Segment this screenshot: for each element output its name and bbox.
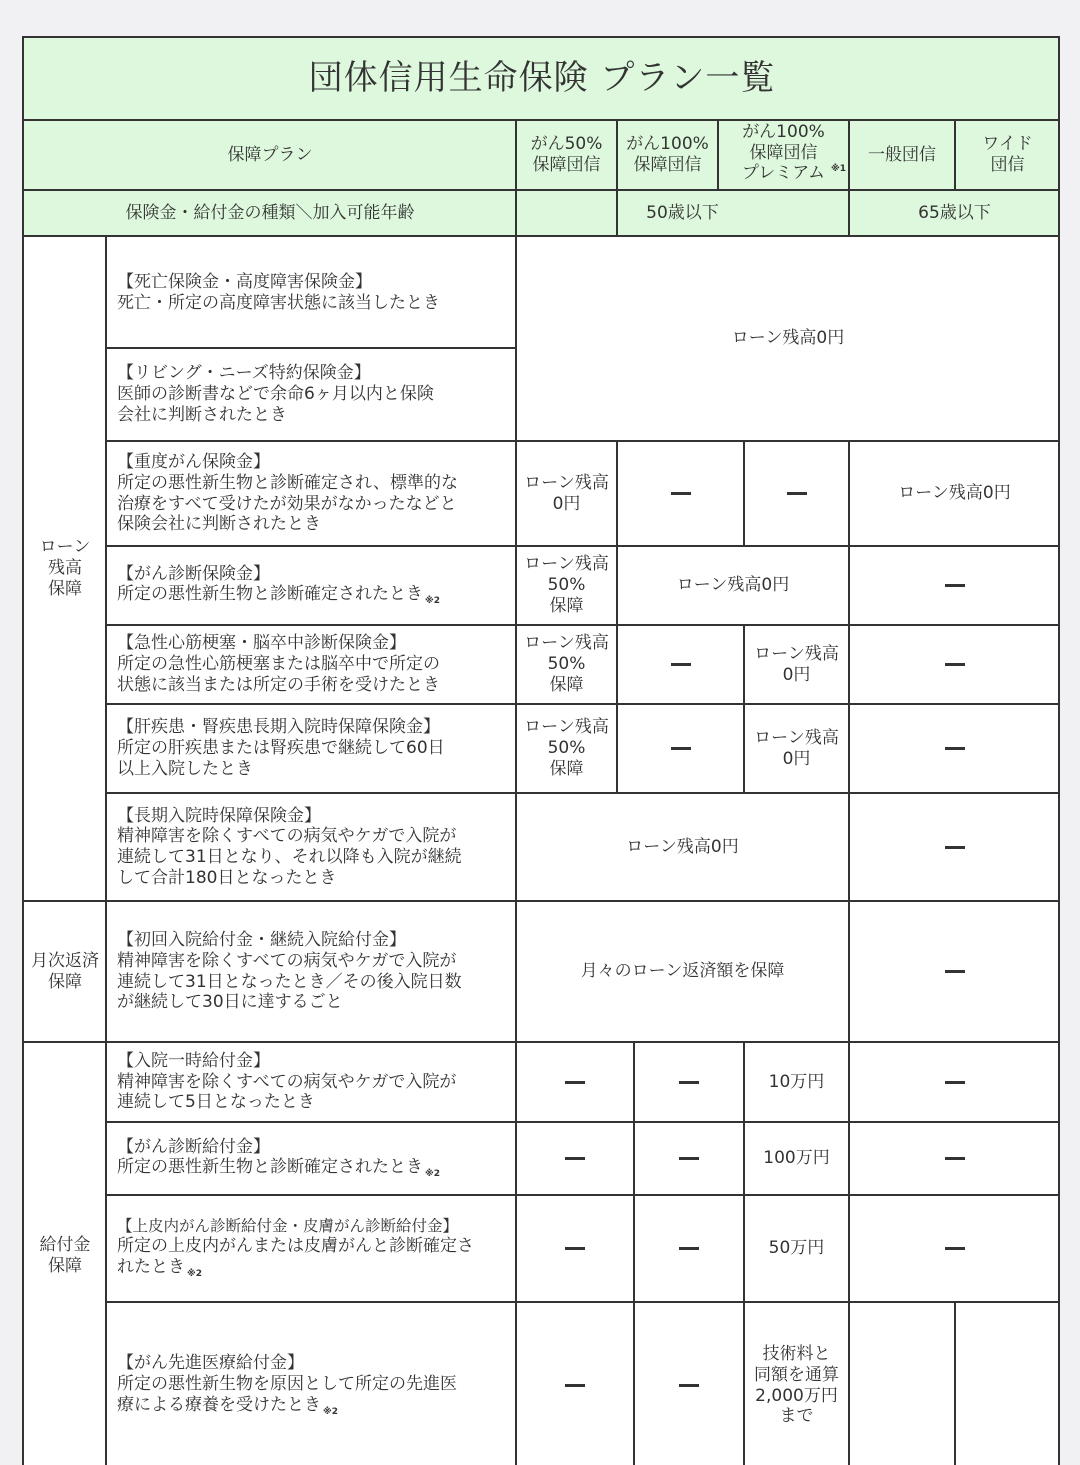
value-cancer-benefit-plan45 [849,1122,1060,1195]
note-mark-1: ※1 [831,164,847,174]
row-living-body-1: 医師の診断書などで余命6ヶ月以内と保険 [117,384,434,405]
dash [679,1247,699,1250]
type-age-text: 保険金・給付金の種類＼加入可能年齢 [125,202,415,223]
cat-benefit-1: 給付金 [39,1234,91,1255]
row-skin-body-2: れたとき [117,1256,185,1277]
dash [945,1081,965,1084]
plan-5-line2: 団信 [990,155,1025,175]
dash [565,1157,585,1160]
value-cancer-benefit-plan2 [634,1122,744,1195]
skin-plan3-text: 50万円 [768,1238,825,1259]
value-monthly-plan45 [849,901,1060,1042]
cat-monthly-1: 月次返済 [31,950,99,971]
plan-3-line1: がん100% [742,122,825,142]
plan-label-text: 保障プラン [227,144,313,165]
dash [679,1081,699,1084]
adv-plan3-line1: 技術料と [762,1344,831,1365]
cat-loan-1: ローン [39,537,91,558]
dash [671,747,691,750]
header-plan-3 [718,120,849,190]
dash [945,1247,965,1250]
row-living-body-2: 会社に判断されたとき [117,404,287,425]
value-severe-plan1 [516,441,617,546]
row-cancer-head: 【がん診断保険金】 [117,563,270,584]
heart-plan3-line2: 0円 [782,664,811,685]
row-skin-desc [106,1195,516,1302]
cat-loan-3: 保障 [47,578,82,599]
value-cancer-plan45 [849,546,1060,625]
severe-plan45-text: ローン残高0円 [898,483,1011,504]
dash [671,492,691,495]
heart-plan1-line2: 50% [547,654,586,675]
value-adv-plan4 [849,1302,955,1465]
adv-plan3-line2: 同額を通算 [754,1364,839,1385]
row-adv-body-2: 療による療養を受けたとき [117,1394,321,1415]
note-mark-2: ※2 [425,1169,441,1180]
value-death-text: ローン残高0円 [731,328,845,349]
value-long-plan45 [849,793,1060,901]
value-liver-plan45 [849,704,1060,793]
dash [945,747,965,750]
value-severe-plan45 [849,441,1060,546]
adv-plan3-line4: まで [779,1406,814,1427]
row-long-head: 【長期入院時保障保険金】 [117,805,321,826]
value-hosp-plan1 [516,1042,634,1122]
cat-benefit-2: 保障 [48,1255,82,1276]
row-severe-body-3: 保険会社に判断されたとき [117,514,321,535]
value-cancer-benefit-plan1 [516,1122,634,1195]
plan-2-line1: がん100% [626,134,709,155]
liver-plan1-line3: 保障 [549,758,584,779]
row-liver-head: 【肝疾患・腎疾患長期入院時保障保険金】 [117,717,440,738]
value-hosp-plan45 [849,1042,1060,1122]
value-adv-plan3 [744,1302,849,1465]
category-loan [24,236,106,901]
note-mark-2: ※2 [425,596,441,607]
row-cancer-body [117,584,440,607]
value-skin-plan45 [849,1195,1060,1302]
row-severe-body-2: 治療をすべて受けたが効果がなかったなどと [117,493,457,514]
page-title-text: 団体信用生命保険 プラン一覧 [308,58,776,99]
value-cancer-plan1 [516,546,617,625]
dash [945,846,965,849]
value-liver-plan3 [744,704,849,793]
row-death-desc [106,236,516,348]
row-hosp-head: 【入院一時給付金】 [117,1050,270,1071]
row-monthly-head: 【初回入院給付金・継続入院給付金】 [117,930,406,951]
row-monthly-body-2: 連続して31日となったとき／その後入院日数 [117,971,462,992]
value-heart-plan45 [849,625,1060,704]
plan-1-line1: がん50% [530,134,603,155]
cancer-plan23-text: ローン残高0円 [676,575,790,596]
value-skin-plan3 [744,1195,849,1302]
liver-plan1-line2: 50% [547,738,586,759]
dash [565,1081,585,1084]
value-monthly-plan123 [516,901,849,1042]
value-skin-plan1 [516,1195,634,1302]
cancer-plan1-line3: 保障 [549,595,584,616]
heart-plan3-line1: ローン残高 [754,643,839,664]
cancer-benefit-plan3-text: 100万円 [763,1148,830,1169]
header-plan-2 [617,120,718,190]
value-hosp-plan3 [744,1042,849,1122]
value-severe-plan3 [744,441,849,546]
row-severe-body-1: 所定の悪性新生物と診断確定され、標準的な [117,472,459,493]
value-skin-plan2 [634,1195,744,1302]
row-long-desc [106,793,516,901]
row-severe-head: 【重度がん保険金】 [117,452,270,473]
row-death-body-1: 死亡・所定の高度障害状態に該当したとき [117,292,440,313]
value-adv-plan5 [955,1302,1060,1465]
dash [679,1157,699,1160]
row-severe-desc [106,441,516,546]
row-cancer-body-1: 所定の悪性新生物と診断確定されたとき [117,584,423,605]
severe-plan1-line2: 0円 [552,493,581,514]
note-mark-2: ※2 [323,1406,339,1417]
dash [945,970,965,973]
value-cancer-benefit-plan3 [744,1122,849,1195]
header-type-age [24,190,516,236]
row-heart-head: 【急性心筋梗塞・脳卒中診断保険金】 [117,633,406,654]
dash [945,1157,965,1160]
liver-plan1-line1: ローン残高 [524,717,609,738]
note-mark-2: ※2 [187,1268,203,1279]
row-heart-body-2: 状態に該当または所定の手術を受けたとき [117,674,440,695]
value-hosp-plan2 [634,1042,744,1122]
value-long-plan123 [516,793,849,901]
value-adv-plan2 [634,1302,744,1465]
row-long-body-3: して合計180日となったとき [117,867,337,888]
row-liver-desc [106,704,516,793]
plan-3-line2: 保障団信 [749,142,818,163]
row-hosp-body-1: 精神障害を除くすべての病気やケガで入院が [117,1071,457,1092]
cancer-plan1-line2: 50% [547,575,586,596]
plan-4-line1: 一般団信 [868,144,936,165]
header-age-65 [849,190,1060,236]
header-plan-4 [849,120,955,190]
heart-plan1-line3: 保障 [549,674,584,695]
value-heart-plan2 [617,625,744,704]
category-monthly [24,901,106,1042]
row-living-desc [106,348,516,441]
dash [679,1384,699,1387]
row-death-head: 【死亡保険金・高度障害保険金】 [117,272,372,292]
dash [671,663,691,666]
row-cancer-benefit-desc [106,1122,516,1195]
liver-plan3-line2: 0円 [782,748,811,769]
long-plan123-text: ローン残高0円 [626,836,739,857]
row-cancer-desc [106,546,516,625]
row-monthly-desc [106,901,516,1042]
row-cancer-benefit-head: 【がん診断給付金】 [117,1136,270,1157]
plan-3-line3: プレミアム [741,163,826,184]
heart-plan1-line1: ローン残高 [524,633,609,654]
row-skin-head: 【上皮内がん診断給付金・皮膚がん診断給付金】 [117,1217,459,1236]
cancer-plan1-line1: ローン残高 [524,554,609,575]
plan-table [22,36,1060,1465]
age-65-text: 65歳以下 [918,202,991,223]
value-liver-plan2 [617,704,744,793]
row-adv-body-1: 所定の悪性新生物を原因として所定の先進医 [117,1374,457,1395]
row-monthly-body-3: が継続して30日に達するごと [117,992,343,1013]
monthly-plan123-text: 月々のローン返済額を保障 [580,961,785,982]
cat-loan-2: 残高 [47,558,82,579]
value-death-all [516,236,1060,441]
value-liver-plan1 [516,704,617,793]
category-benefit [24,1042,106,1465]
value-severe-plan2 [617,441,744,546]
header-plan-5 [955,120,1060,190]
value-heart-plan1 [516,625,617,704]
row-long-body-2: 連続して31日となり、それ以降も入院が継続 [117,847,462,867]
header-age-50 [516,190,849,236]
row-long-body-1: 精神障害を除くすべての病気やケガで入院が [117,826,457,847]
row-adv-head: 【がん先進医療給付金】 [117,1353,304,1374]
plan-2-line2: 保障団信 [633,155,702,175]
dash [787,492,807,495]
row-heart-body-1: 所定の急性心筋梗塞または脳卒中で所定の [117,654,440,675]
severe-plan1-line1: ローン残高 [524,472,609,493]
adv-plan3-line3: 2,000万円 [755,1385,838,1406]
row-skin-body-1: 所定の上皮内がんまたは皮膚がんと診断確定さ [117,1236,474,1257]
row-hosp-body-2: 連続して5日となったとき [117,1092,315,1113]
value-cancer-plan23 [617,546,849,625]
plan-1-line2: 保障団信 [532,155,601,175]
row-hosp-desc [106,1042,516,1122]
row-adv-body-2-wrap [117,1395,457,1418]
liver-plan3-line1: ローン残高 [754,727,839,748]
row-liver-body-2: 以上入院したとき [117,758,253,779]
row-cancer-benefit-body-1: 所定の悪性新生物と診断確定されたとき [117,1157,423,1178]
row-monthly-body-1: 精神障害を除くすべての病気やケガで入院が [117,950,457,971]
dash [565,1247,585,1250]
row-living-head: 【リビング・ニーズ特約保険金】 [117,363,371,384]
plan-5-line1: ワイド [982,134,1033,155]
row-liver-body-1: 所定の肝疾患または腎疾患で継続して60日 [117,738,445,759]
row-adv-desc [106,1302,516,1465]
value-adv-plan1 [516,1302,634,1465]
row-skin-body-2-wrap [117,1257,474,1280]
row-cancer-benefit-body [117,1157,440,1180]
dash [945,663,965,666]
page-title [24,38,1060,120]
age-50-text: 50歳以下 [646,202,719,223]
hosp-plan3-text: 10万円 [768,1071,825,1092]
dash [945,584,965,587]
dash [565,1384,585,1387]
header-plan-label [24,120,516,190]
value-heart-plan3 [744,625,849,704]
row-heart-desc [106,625,516,704]
header-plan-1 [516,120,617,190]
cat-monthly-2: 保障 [48,971,82,992]
